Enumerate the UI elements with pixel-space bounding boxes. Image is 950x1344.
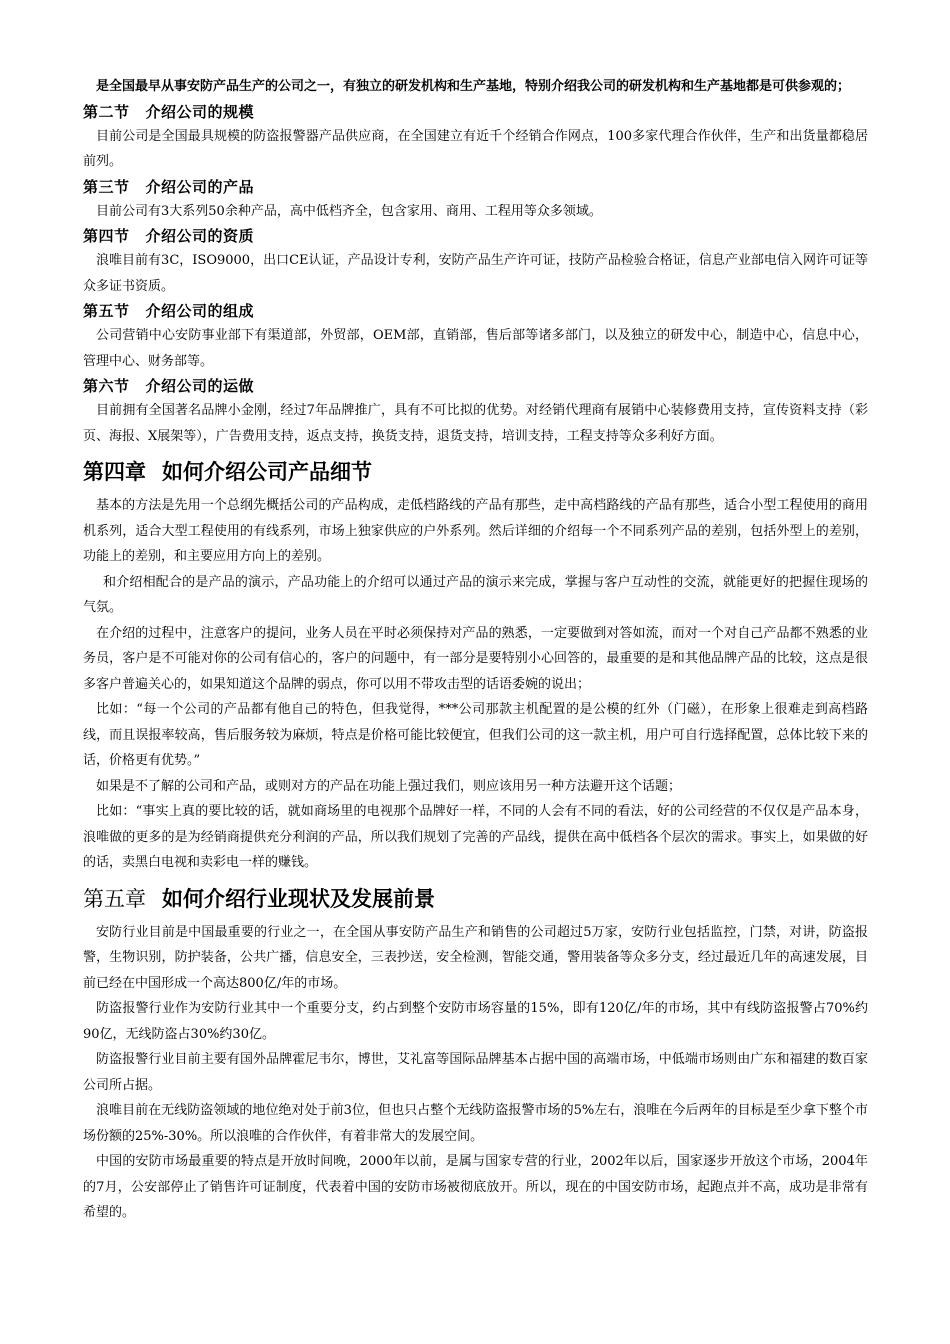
chapter-4-paragraph: 比如：“每一个公司的产品都有他自己的特色，但我觉得，***公司那款主机配置的是公模的红外（门磁），在形象上很难走到高档路线，而且误报率较高，售后服务较为麻烦，特点是价格可能比较便宜，但我们公司的这一款主机，用户可自行选择配置，总体比较下来的话，价格更有优势。”	[83, 702, 868, 768]
chapter-5-paragraph: 中国的安防市场最重要的特点是开放时间晚，2000年以前，是属与国家专营的行业，2002年以后，国家逐步开放这个市场，2004年的7月，公安部停止了销售许可证制度，代表着中国的安防市场被彻底放开。所以，现在的中国安防市场，起跑点并不高，成功是非常有希望的。	[83, 1154, 868, 1220]
chapter-number: 第五章	[83, 886, 146, 911]
chapter-4-paragraph: 比如：“事实上真的要比较的话，就如商场里的电视那个品牌好一样，不同的人会有不同的看法，好的公司经营的不仅仅是产品本身，浪唯做的更多的是为经销商提供充分利润的产品，所以我们规划了完善的产品线，提供在高中低档各个层次的需求。事实上，如果做的好的话，卖黑白电视和卖彩电一样的赚钱。	[83, 804, 868, 870]
chapter-4-paragraph: 基本的方法是先用一个总纲先概括公司的产品构成，走低档路线的产品有那些，走中高档路线的产品有那些，适合小型工程使用的商用机系列，适合大型工程使用的有线系列，市场上独家供应的户外系列。然后详细的介绍每一个不同系列产品的差别，包括外型上的差别，功能上的差别，和主要应用方向上的差别。	[83, 498, 868, 564]
section-4-text: 浪唯目前有3C，ISO9000，出口CE认证，产品设计专利，安防产品生产许可证，技防产品检验合格证，信息产业部电信入网许可证等众多证书资质。	[83, 253, 868, 294]
section-3-text: 目前公司有3大系列50余种产品，高中低档齐全，包含家用、商用、工程用等众多领域。	[96, 203, 602, 219]
chapter-5-paragraph: 防盗报警行业目前主要有国外品牌霍尼韦尔，博世，艾礼富等国际品牌基本占据中国的高端市场，中低端市场则由广东和福建的数百家公司所占据。	[83, 1052, 868, 1093]
intro-paragraph: 是全国最早从事安防产品生产的公司之一，有独立的研发机构和生产基地，特别介绍我公司的研发机构和生产基地都是可供参观的；	[96, 79, 851, 94]
section-number: 第四节	[83, 227, 130, 245]
section-title: 介绍公司的规模	[145, 102, 255, 121]
chapter-5-paragraph: 安防行业目前是中国最重要的行业之一，在全国从事安防产品生产和销售的公司超过5万家，安防行业包括监控，门禁，对讲，防盗报警，生物识别，防护装备，公共广播，信息安全，三表抄送，安全检测，智能交通，警用装备等众多分支，经过最近几年的高速发展，目前已经在中国形成一个高达800亿/年的市场。	[83, 924, 868, 991]
section-6-text: 目前拥有全国著名品牌小金刚，经过7年品牌推广，具有不可比拟的优势。对经销代理商有展销中心装修费用支持，宣传资料支持（彩页、海报、X展架等），广告费用支持，返点支持，换货支持，退货支持，培训支持，工程支持等众多利好方面。	[83, 403, 868, 444]
section-title: 介绍公司的运做	[145, 377, 255, 395]
section-2-heading	[83, 100, 868, 124]
section-5-heading	[83, 299, 868, 323]
chapter-4-paragraph: 如果是不了解的公司和产品，或则对方的产品在功能上强过我们，则应该用另一种方法避开这个话题；	[96, 778, 682, 794]
section-number: 第六节	[83, 377, 130, 395]
chapter-4-paragraph: 在介绍的过程中，注意客户的提问，业务人员在平时必须保持对产品的熟悉，一定要做到对答如流，而对一个对自己产品都不熟悉的业务员，客户是不可能对你的公司有信心的，客户的问题中，有一部分是要特别小心回答的，最重要的是和其他品牌产品的比较，这点是很多客户普遍关心的，如果知道这个品牌的弱点，你可以用不带攻击型的话语委婉的说出；	[83, 625, 868, 692]
chapter-number: 第四章	[83, 460, 146, 484]
section-number: 第二节	[83, 102, 130, 121]
chapter-5-paragraph: 浪唯目前在无线防盗领域的地位绝对处于前3位，但也只占整个无线防盗报警市场的5%左右，浪唯在今后两年的目标是至少拿下整个市场份额的25%-30%。所以浪唯的合作伙伴，有着非常大的发展空间。	[83, 1103, 868, 1144]
section-title: 介绍公司的产品	[145, 177, 255, 196]
section-4-heading	[83, 224, 868, 248]
section-5-text: 公司营销中心安防事业部下有渠道部，外贸部，OEM部，直销部，售后部等诸多部门，以及独立的研发中心，制造中心，信息中心，管理中心、财务部等。	[83, 328, 868, 369]
chapter-5-paragraph: 防盗报警行业作为安防行业其中一个重要分支，约占到整个安防市场容量的15%，即有120亿/年的市场，其中有线防盗报警占70%约90亿，无线防盗占30%约30亿。	[83, 1001, 868, 1042]
chapter-title: 如何介绍公司产品细节	[162, 460, 372, 484]
section-title: 介绍公司的资质	[145, 227, 255, 245]
document-page	[83, 74, 868, 1226]
section-number: 第五节	[83, 302, 130, 320]
section-title: 介绍公司的组成	[145, 302, 255, 320]
section-number: 第三节	[83, 177, 130, 196]
chapter-title: 如何介绍行业现状及发展前景	[162, 886, 435, 911]
chapter-4-paragraph: 和介绍相配合的是产品的演示，产品功能上的介绍可以通过产品的演示来完成，掌握与客户互动性的交流，就能更好的把握住现场的气氛。	[83, 574, 868, 615]
section-6-heading	[83, 374, 868, 398]
section-2-text: 目前公司是全国最具规模的防盗报警器产品供应商，在全国建立有近千个经销合作网点，100多家代理合作伙伴，生产和出货量都稳居前列。	[83, 128, 868, 169]
chapter-5-heading	[83, 884, 868, 914]
section-3-heading	[83, 175, 868, 199]
chapter-4-heading	[83, 457, 868, 487]
